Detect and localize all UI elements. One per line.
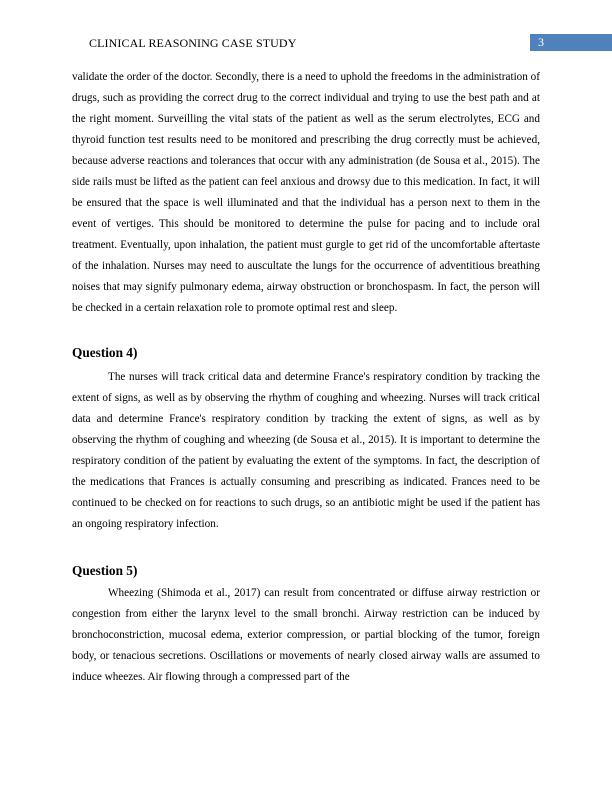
section-spacer [72,319,540,342]
question-4-heading: Question 4) [72,345,138,360]
question-4-paragraph: The nurses will track critical data and determine France's respiratory condition by tracking the extent of signs, as well as by observing the rhythm of coughing and wheezing. Nurses will track critical data and determine France's respiratory condition by tracking the extent of signs, as well as by observing the rhythm of coughing and wheezing (de Sousa et al., 2015). It is important to determine the respiratory condition of the patient by evaluating the extent of the symptoms. In fact, the description of the medications that Frances is actually consuming and prescribing as indicated. Frances need to be continued to be checked on for reactions to such drugs, so an antibiotic might be used if the patient has an ongoing respiratory infection. [72,371,540,530]
section-spacer [72,535,540,560]
intro-paragraph: validate the order of the doctor. Secondly, there is a need to uphold the freedoms in the administration of drugs, such as providing the correct drug to the correct individual and trying to use the best path and at the right moment. Surveilling the vital stats of the patient as well as the serum electrolytes, ECG and thyroid function test results need to be monitored and prescribing the drug correctly must be achieved, because adverse reactions and tolerances that occur with any administration (de Sousa et al., 2015). The side rails must be lifted as the patient can feel anxious and drowsy due to this medication. In fact, it will be ensured that the space is well illuminated and that the individual has a person next to them in the event of vertiges. This should be monitored to determine the pulse for pacing and to include oral treatment. Eventually, upon inhalation, the patient must gurgle to get rid of the uncomfortable aftertaste of the inhalation. Nurses may need to auscultate the lungs for the occurrence of adventitious breathing noises that may signify pulmonary edema, airway obstruction or bronchospasm. In fact, the person will be checked in a certain relaxation role to promote optimal rest and sleep. [72,71,540,314]
document-body [72,67,540,688]
running-head-title: CLINICAL REASONING CASE STUDY [89,36,297,50]
question-5-paragraph: Wheezing (Shimoda et al., 2017) can result from concentrated or diffuse airway restriction or congestion from either the larynx level to the small bronchi. Airway restriction can be induced by bronchoconstriction, mucosal edema, exterior compression, or partial blocking of the tumor, foreign body, or tenacious secretions. Oscillations or movements of nearly closed airway walls are assumed to induce wheezes. Air flowing through a compressed part of the [72,587,540,683]
question-5-heading: Question 5) [72,563,138,578]
page-number: 3 [538,35,544,49]
page-number-badge [530,34,612,51]
